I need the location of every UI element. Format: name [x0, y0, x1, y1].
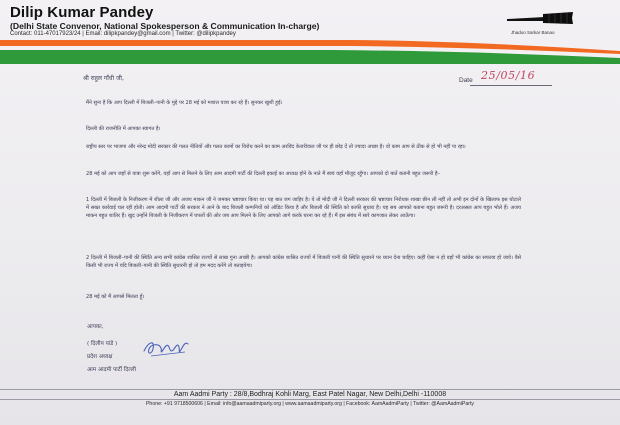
signatory-party: आम आदमी पार्टी दिल्ली	[87, 367, 136, 373]
letterhead-name: Dilip Kumar Pandey	[10, 4, 154, 21]
letterhead-role: (Delhi State Convenor, National Spokesperson & Communication In-charge)	[10, 21, 320, 31]
closing-word: आपका,	[87, 324, 104, 330]
date-label: Date	[459, 77, 473, 84]
date-underline	[470, 85, 552, 86]
tricolor-band	[0, 40, 620, 64]
paragraph-point-two: 2 दिल्ली में बिजली–पानी की स्थिति अन्य सभी कांग्रेस शासित राज्यों से लाख गुना अच्छी है। आपको कांग्रेस शासित राज्यों में बिजली पानी की स्थिति सुधारने पर ध्यान देना चाहिए। कहीं ऐसा न हो वहाँ भी कांग्रेस का सफाया हो जाये। वैसे किसी भी राज्य में यदि बिजली–पानी की स्थिति सुधारनी हो तो हम मदद करेंगे तो बताइयेगा।	[86, 255, 521, 269]
date-value: 25/05/16	[481, 69, 536, 82]
footer-rule-bottom	[0, 399, 620, 400]
paragraph-national: राष्ट्रीय स्तर पर भाजपा और नरेन्द्र मोदी सरकार की गलत नीतियों और गलत कामों का विरोध करने का काम अरविंद केजरीवाल जी पर ही छोड़ दें तो ज्यादा अच्छा है। वो काम आप से ठीक से हो भी नहीं पा रहा।	[86, 144, 466, 150]
footer-rule-top	[0, 389, 620, 390]
salutation: श्री राहुल गाँधी जी,	[83, 75, 124, 82]
signatory-title: प्रदेश अध्यक्ष	[87, 354, 113, 360]
footer-address: Aam Aadmi Party : 28/8,Bodhraj Kohli Marg, East Patel Nagar, New Delhi,Delhi -110008	[173, 391, 447, 398]
broom-logo-icon	[505, 10, 575, 30]
paragraph-point-one: 1 दिल्ली में बिजली के निजीकरण में शीला जी और अजय माकन जी ने जमकर भ्रष्टाचार किया था। यह बात जग जाहिर है। ये तो मोदी जी ने दिल्ली सरकार की भ्रष्टाचार निरोधक शाखा छीन ली नहीं तो अभी इन दोनों के खिलाफ इस घोटाले में सख्त कार्रवाई चल रही होती। आम आदमी पार्टी की सरकार ने आने के बाद बिजली कम्पनियों को ऑडिट किया है और बिजली की स्थिति को काफी सुधारा है। यह सब आपको बताना बहुत जरूरी है। दरअसल आप बहुत भोले हैं। अजय माकन बहुत शातिर हैं। खुद उन्होंने बिजली के निजीकरण में घपलों की ओर जब आप मिलने के लिए आपको आगे करके घरना कर रहे हैं। मैं इस संबंध में सारे कागजात लेकर आऊँगा।	[86, 197, 521, 219]
logo-caption: Jhadoo Sarkar Banao	[511, 30, 555, 35]
footer-contact: Phone: +91 9718500606 | Email: info@aamaadmiparty.org | www.aamaadmiparty.org | Facebook: AamAadmiParty | Twitter: @AamAadmiParty	[145, 401, 475, 407]
signatory-name: ( दिलीप पांडे )	[87, 341, 118, 347]
paragraph-closing-line: 28 मई को मैं आपसे मिलता हूँ।	[86, 294, 145, 300]
paragraph-intro: मैंने सुना है कि आप दिल्ली में बिजली–पानी के मुद्दे पर 28 मई को मशाल यात्रा कर रहे हैं। सुनकर खुशी हुई।	[86, 100, 283, 106]
letterhead-contact: Contact: 011-47017923/24 | Email: dilipkpandey@gmail.com | Twitter: @dilipkpandey	[10, 31, 236, 37]
paragraph-meeting: 28 मई को आप जहाँ से यात्रा शुरू करेंगे, वहाँ आप से मिलने के लिए आम आदमी पार्टी की दिल्ली इकाई का अध्यक्ष होने के नाते मैं स्वयं वहाँ मौजूद रहूँगा। आपको दो बातें बतानी बहुत जरूरी है–	[86, 171, 441, 177]
paragraph-welcome: दिल्ली की राजनीति में आपका स्वागत है।	[86, 126, 161, 132]
handwritten-signature	[141, 337, 191, 359]
